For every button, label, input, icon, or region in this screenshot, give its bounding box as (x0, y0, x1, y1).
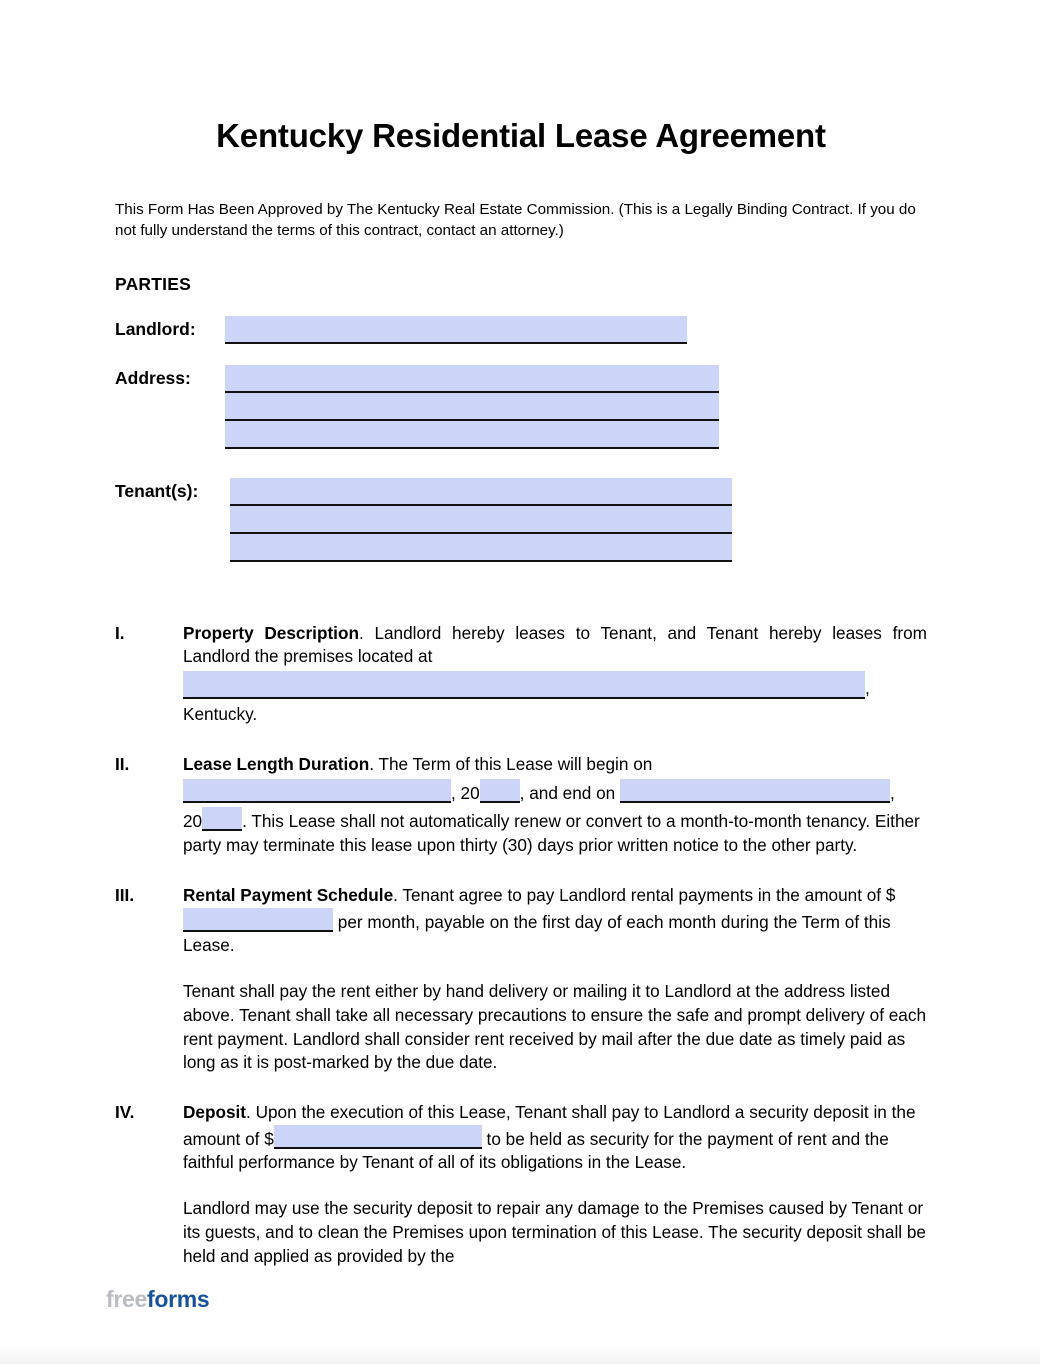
freeforms-logo[interactable] (106, 1288, 209, 1311)
logo-text-free: free (106, 1286, 147, 1312)
clause-3-title: Rental Payment Schedule (183, 884, 394, 905)
clause-numeral-2: II. (115, 753, 130, 774)
address-label: Address: (115, 367, 191, 388)
clause-3-line-1 (183, 884, 927, 958)
address-input-line-2[interactable] (225, 393, 719, 421)
security-deposit-input[interactable] (274, 1125, 482, 1149)
parties-heading: PARTIES (115, 273, 191, 294)
tenants-input-line-1[interactable] (230, 478, 732, 506)
clause-numeral-4: IV. (115, 1102, 135, 1123)
clause-2-line-1 (183, 753, 927, 777)
address-input[interactable] (225, 365, 719, 449)
tenants-input-line-2[interactable] (230, 506, 732, 534)
clause-lease-length (115, 753, 927, 858)
tenants-label: Tenant(s): (115, 480, 199, 501)
clause-4-line-1 (183, 1101, 927, 1175)
tenants-input[interactable] (230, 478, 732, 562)
lease-end-date-input[interactable] (620, 779, 890, 803)
clause-4-text-2: to be held as security for the payment of rent and the faithful performance by Tenant of all of its obligations in the Lease. (183, 1128, 889, 1173)
tenants-field-row (115, 477, 927, 562)
clause-4-title: Deposit (183, 1102, 247, 1123)
clause-2-line-3 (183, 807, 927, 857)
document-content (115, 0, 927, 1268)
rent-amount-input[interactable] (183, 908, 333, 932)
clause-2-text-3: , and end on (519, 782, 616, 803)
clause-1-title: Property Description (183, 622, 359, 643)
clause-3-text-1: . Tenant agree to pay Landlord rental payments in the amount of $ (393, 884, 896, 905)
lease-start-year-input[interactable] (480, 779, 520, 803)
clause-2-text-6: . This Lease shall not automatically renew or convert to a month-to-month tenancy. Either party may terminate this lease upon thirty (30) days prior written notice to the other party. (183, 811, 920, 856)
landlord-label: Landlord: (115, 318, 196, 339)
clause-2-year-prefix: 20 (183, 811, 203, 832)
clause-2-text-1: . The Term of this Lease will begin on (369, 753, 653, 774)
page-bottom-shadow (0, 1346, 1040, 1364)
lease-end-year-input[interactable] (202, 807, 242, 831)
tenants-input-line-3[interactable] (230, 534, 732, 562)
page-title: Kentucky Residential Lease Agreement (216, 117, 826, 154)
approval-notice: This Form Has Been Approved by The Kentucky Real Estate Commission. (This is a Legally Binding Contract. If you do not fully understand the terms of this contract, contact an attorney.) (115, 201, 916, 239)
clause-2-line-2 (183, 779, 927, 806)
clause-1-state: Kentucky. (183, 704, 258, 725)
landlord-field-row (115, 315, 927, 344)
address-field-row (115, 364, 927, 449)
clause-numeral-3: III. (115, 884, 135, 905)
clause-2-text-4: , (890, 782, 895, 803)
property-address-comma: , (865, 678, 870, 698)
address-input-line-3[interactable] (225, 421, 719, 449)
property-address-row (183, 669, 927, 699)
clause-2-text-2: , 20 (451, 782, 480, 803)
landlord-input[interactable] (225, 316, 687, 344)
clause-numeral-1: I. (115, 622, 125, 643)
logo-text-forms: forms (147, 1286, 210, 1312)
property-address-input[interactable] (183, 671, 865, 699)
landlord-input-line[interactable] (225, 316, 687, 344)
clause-rental-payment (115, 884, 927, 1075)
lease-start-date-input[interactable] (183, 779, 451, 803)
clause-2-title: Lease Length Duration (183, 753, 370, 774)
clause-4-text-1: . Upon the execution of this Lease, Tenant shall pay to Landlord a security deposit in the amount of $ (183, 1102, 916, 1149)
clause-3-paragraph-2: Tenant shall pay the rent either by hand delivery or mailing it to Landlord at the address listed above. Tenant shall take all necessary precautions to ensure the safe and prompt delivery of each rent payment. Landlord shall consider rent received by mail after the due date as timely paid as long as it is post-marked by the due date. (183, 981, 927, 1073)
clause-1-text (183, 622, 927, 669)
address-input-line-1[interactable] (225, 365, 719, 393)
clause-3-text-2: per month, payable on the first day of each month during the Term of this Lease. (183, 911, 891, 956)
clause-property-description (115, 622, 927, 727)
clause-deposit (115, 1101, 927, 1268)
clause-1-intro: . Landlord hereby leases to Tenant, and Tenant hereby leases from Landlord the premises located at (183, 622, 927, 667)
clause-4-paragraph-2: Landlord may use the security deposit to repair any damage to the Premises caused by Tenant or its guests, and to clean the Premises upon termination of this Lease. The security deposit shall be held and applied as provided by the (183, 1198, 926, 1266)
